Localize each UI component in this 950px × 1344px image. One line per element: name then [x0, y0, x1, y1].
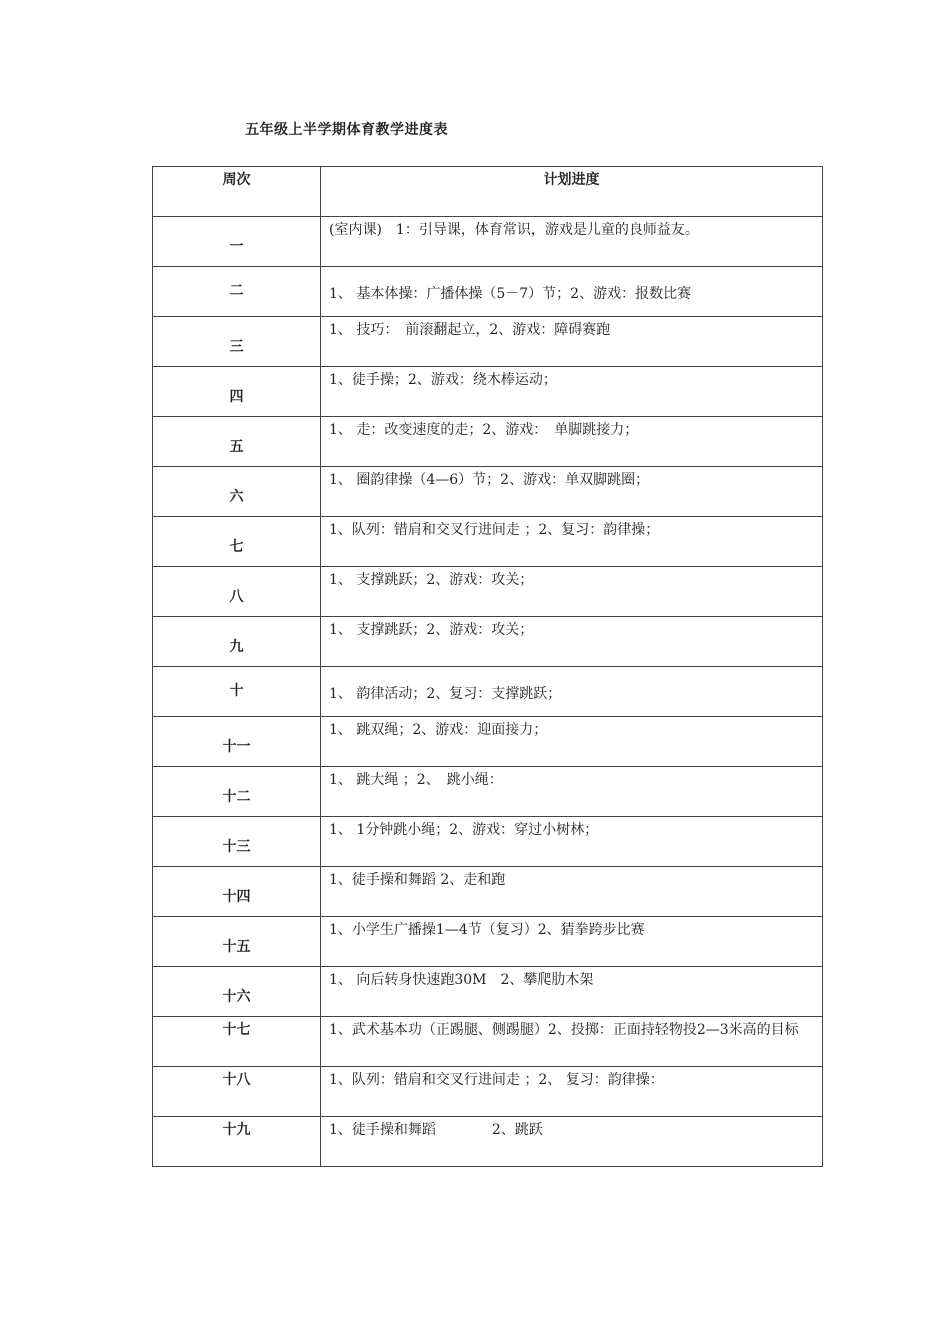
table-header-row [153, 167, 823, 217]
week-cell: 十八 [153, 1067, 321, 1117]
table-row [153, 217, 823, 267]
table-row [153, 317, 823, 367]
week-cell: 十九 [153, 1117, 321, 1167]
header-plan: 计划进度 [321, 167, 823, 217]
week-cell: 十二 [153, 767, 321, 817]
week-cell: 七 [153, 517, 321, 567]
plan-cell: 1、徒手操；2、游戏：绕木棒运动； [321, 367, 823, 417]
plan-cell: 1、 跳大绳 ；2、 跳小绳： [321, 767, 823, 817]
table-row [153, 767, 823, 817]
table-row [153, 1067, 823, 1117]
table-row [153, 567, 823, 617]
table-row [153, 917, 823, 967]
table-row [153, 467, 823, 517]
table-row [153, 667, 823, 717]
week-cell: 八 [153, 567, 321, 617]
plan-cell: 1、 支撑跳跃；2、游戏：攻关； [321, 617, 823, 667]
week-cell: 四 [153, 367, 321, 417]
plan-cell: 1、 技巧： 前滚翻起立，2、游戏：障碍赛跑 [321, 317, 823, 367]
week-cell: 十三 [153, 817, 321, 867]
plan-cell: 1、 圈韵律操（4—6）节；2、游戏：单双脚跳圈； [321, 467, 823, 517]
plan-cell: 1、武术基本功（正踢腿、侧踢腿）2、投掷：正面持轻物投2—3米高的目标 [321, 1017, 823, 1067]
week-cell: 十四 [153, 867, 321, 917]
week-cell: 十一 [153, 717, 321, 767]
plan-cell: 1、 走：改变速度的走；2、游戏： 单脚跳接力； [321, 417, 823, 467]
plan-cell: 1、队列：错肩和交叉行进间走 ；2、复习：韵律操； [321, 517, 823, 567]
week-cell: 十 [153, 667, 321, 717]
plan-cell: 1、 基本体操：广播体操（5－7）节；2、游戏：报数比赛 [321, 267, 823, 317]
plan-cell: 1、 1分钟跳小绳；2、游戏：穿过小树林； [321, 817, 823, 867]
plan-cell: (室内课) 1：引导课，体育常识，游戏是儿童的良师益友。 [321, 217, 823, 267]
plan-cell: 1、 跳双绳；2、游戏：迎面接力； [321, 717, 823, 767]
table-row [153, 967, 823, 1017]
table-row [153, 1117, 823, 1167]
table-row [153, 417, 823, 467]
table-row [153, 267, 823, 317]
table-row [153, 717, 823, 767]
week-cell: 十五 [153, 917, 321, 967]
table-row [153, 867, 823, 917]
week-cell: 一 [153, 217, 321, 267]
plan-cell: 1、 韵律活动；2、复习：支撑跳跃； [321, 667, 823, 717]
table-row [153, 367, 823, 417]
plan-cell: 1、徒手操和舞蹈 2、跳跃 [321, 1117, 823, 1167]
plan-cell: 1、 支撑跳跃；2、游戏：攻关； [321, 567, 823, 617]
table-row [153, 617, 823, 667]
week-cell: 九 [153, 617, 321, 667]
header-week: 周次 [153, 167, 321, 217]
week-cell: 十六 [153, 967, 321, 1017]
week-cell: 十七 [153, 1017, 321, 1067]
table-row [153, 517, 823, 567]
plan-cell: 1、徒手操和舞蹈 2、走和跑 [321, 867, 823, 917]
schedule-table [152, 166, 823, 1167]
plan-cell: 1、 向后转身快速跑30M 2、攀爬肋木架 [321, 967, 823, 1017]
plan-cell: 1、队列：错肩和交叉行进间走 ；2、 复习：韵律操： [321, 1067, 823, 1117]
table-row [153, 817, 823, 867]
week-cell: 六 [153, 467, 321, 517]
table-row [153, 1017, 823, 1067]
week-cell: 二 [153, 267, 321, 317]
week-cell: 五 [153, 417, 321, 467]
week-cell: 三 [153, 317, 321, 367]
page-title: 五年级上半学期体育教学进度表 [245, 122, 448, 138]
plan-cell: 1、小学生广播操1—4节（复习）2、猜拳跨步比赛 [321, 917, 823, 967]
